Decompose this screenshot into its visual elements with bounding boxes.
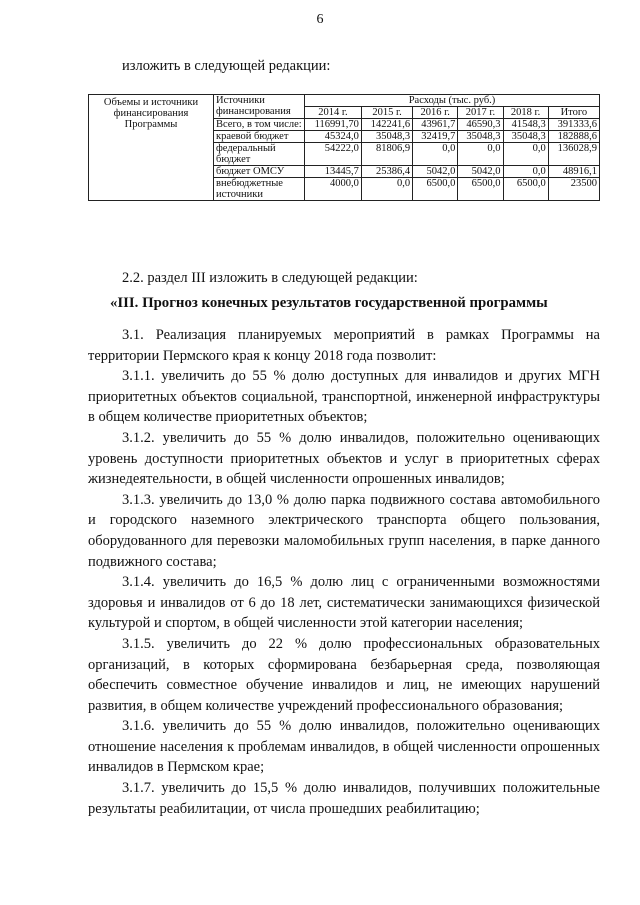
intro-line: изложить в следующей редакции: [122,58,331,74]
section-heading: «III. Прогноз конечных результатов государственной программы [110,295,548,311]
paragraph-3-1-4: 3.1.4. увеличить до 16,5 % долю лиц с ограниченными возможностями здоровья и инвалидов от 6 до 18 лет, систематически занимающихся физической культурой и спортом, в общей численности этой категории населения; [88,574,600,632]
table-cell: 6500,0 [413,178,458,201]
table-cell: 43961,7 [413,119,458,131]
paragraph-3-1-6: 3.1.6. увеличить до 55 % долю инвалидов, положительно оценивающих отношение населения к проблемам инвалидов, в общей численности опрошенных инвалидов в Пермском крае; [88,718,600,776]
table-cell: 391333,6 [548,119,599,131]
table-cell: 6500,0 [458,178,503,201]
table-cell: 0,0 [361,178,412,201]
paragraph-3-1: 3.1. Реализация планируемых мероприятий в рамках Программы на территории Пермского края к концу 2018 года позволит: [88,327,600,364]
row-label: краевой бюджет [214,131,305,143]
paragraph-3-1-1: 3.1.1. увеличить до 55 % долю доступных для инвалидов и других МГН приоритетных объектов социальной, транспортной, инженерной инфраструктуры в общем количестве приоритетных объектов; [88,368,600,426]
section-2-2-line: 2.2. раздел III изложить в следующей редакции: [122,270,418,286]
year-header: 2015 г. [361,107,412,119]
paragraph-3-1-3: 3.1.3. увеличить до 13,0 % долю парка подвижного состава автомобильного и городского наземного электрического транспорта общего пользования, оборудованного для перевозки маломобильных групп населения, в парке данного подвижного состава; [88,491,600,570]
table-header-row [89,95,600,107]
body-text [88,325,600,819]
sources-header-cell: Источники финансирования [214,95,305,119]
table-cell: 48916,1 [548,166,599,178]
table-cell: 0,0 [503,166,548,178]
table-cell: 25386,4 [361,166,412,178]
year-header: 2016 г. [413,107,458,119]
table-cell: 0,0 [458,143,503,166]
table-cell: 136028,9 [548,143,599,166]
total-header: Итого [548,107,599,119]
table-cell: 5042,0 [458,166,503,178]
paragraph-3-1-2: 3.1.2. увеличить до 55 % долю инвалидов, положительно оценивающих уровень доступности приоритетных объектов и услуг в приоритетных сферах жизнедеятельности, в общей численности опрошенных инвалидов; [88,429,600,488]
year-header: 2014 г. [305,107,362,119]
table-cell: 46590,3 [458,119,503,131]
table-cell: 23500 [548,178,599,201]
table-cell: 182888,6 [548,131,599,143]
paragraph-3-1-5: 3.1.5. увеличить до 22 % долю профессиональных образовательных организаций, в которых сформирована безбарьерная среда, позволяющая обеспечить совместное обучение инвалидов и лиц, не имеющих нарушений развития, в общем количестве учреждений профессионального образования; [88,635,600,714]
row-label: бюджет ОМСУ [214,166,305,178]
row-label: внебюджетные источники [214,178,305,201]
table-cell: 116991,70 [305,119,362,131]
table-cell: 0,0 [503,143,548,166]
year-header: 2018 г. [503,107,548,119]
table-cell: 4000,0 [305,178,362,201]
table-cell: 142241,6 [361,119,412,131]
table-cell: 54222,0 [305,143,362,166]
page-number: 6 [316,12,324,27]
table-cell: 6500,0 [503,178,548,201]
financing-table [88,94,600,201]
row-label: федеральный бюджет [214,143,305,166]
table-cell: 35048,3 [458,131,503,143]
table-cell: 45324,0 [305,131,362,143]
objects-column-cell: Объемы и источники финансирования Программы [89,95,214,201]
table-cell: 0,0 [413,143,458,166]
row-label: Всего, в том числе: [214,119,305,131]
table-cell: 41548,3 [503,119,548,131]
table-cell: 81806,9 [361,143,412,166]
table-cell: 35048,3 [503,131,548,143]
paragraph-3-1-7: 3.1.7. увеличить до 15,5 % долю инвалидов, получивших положительные результаты реабилитации, от числа прошедших реабилитацию; [88,780,600,817]
table-cell: 32419,7 [413,131,458,143]
expenses-header-cell: Расходы (тыс. руб.) [305,95,600,107]
table-cell: 13445,7 [305,166,362,178]
table-cell: 35048,3 [361,131,412,143]
table-cell: 5042,0 [413,166,458,178]
year-header: 2017 г. [458,107,503,119]
